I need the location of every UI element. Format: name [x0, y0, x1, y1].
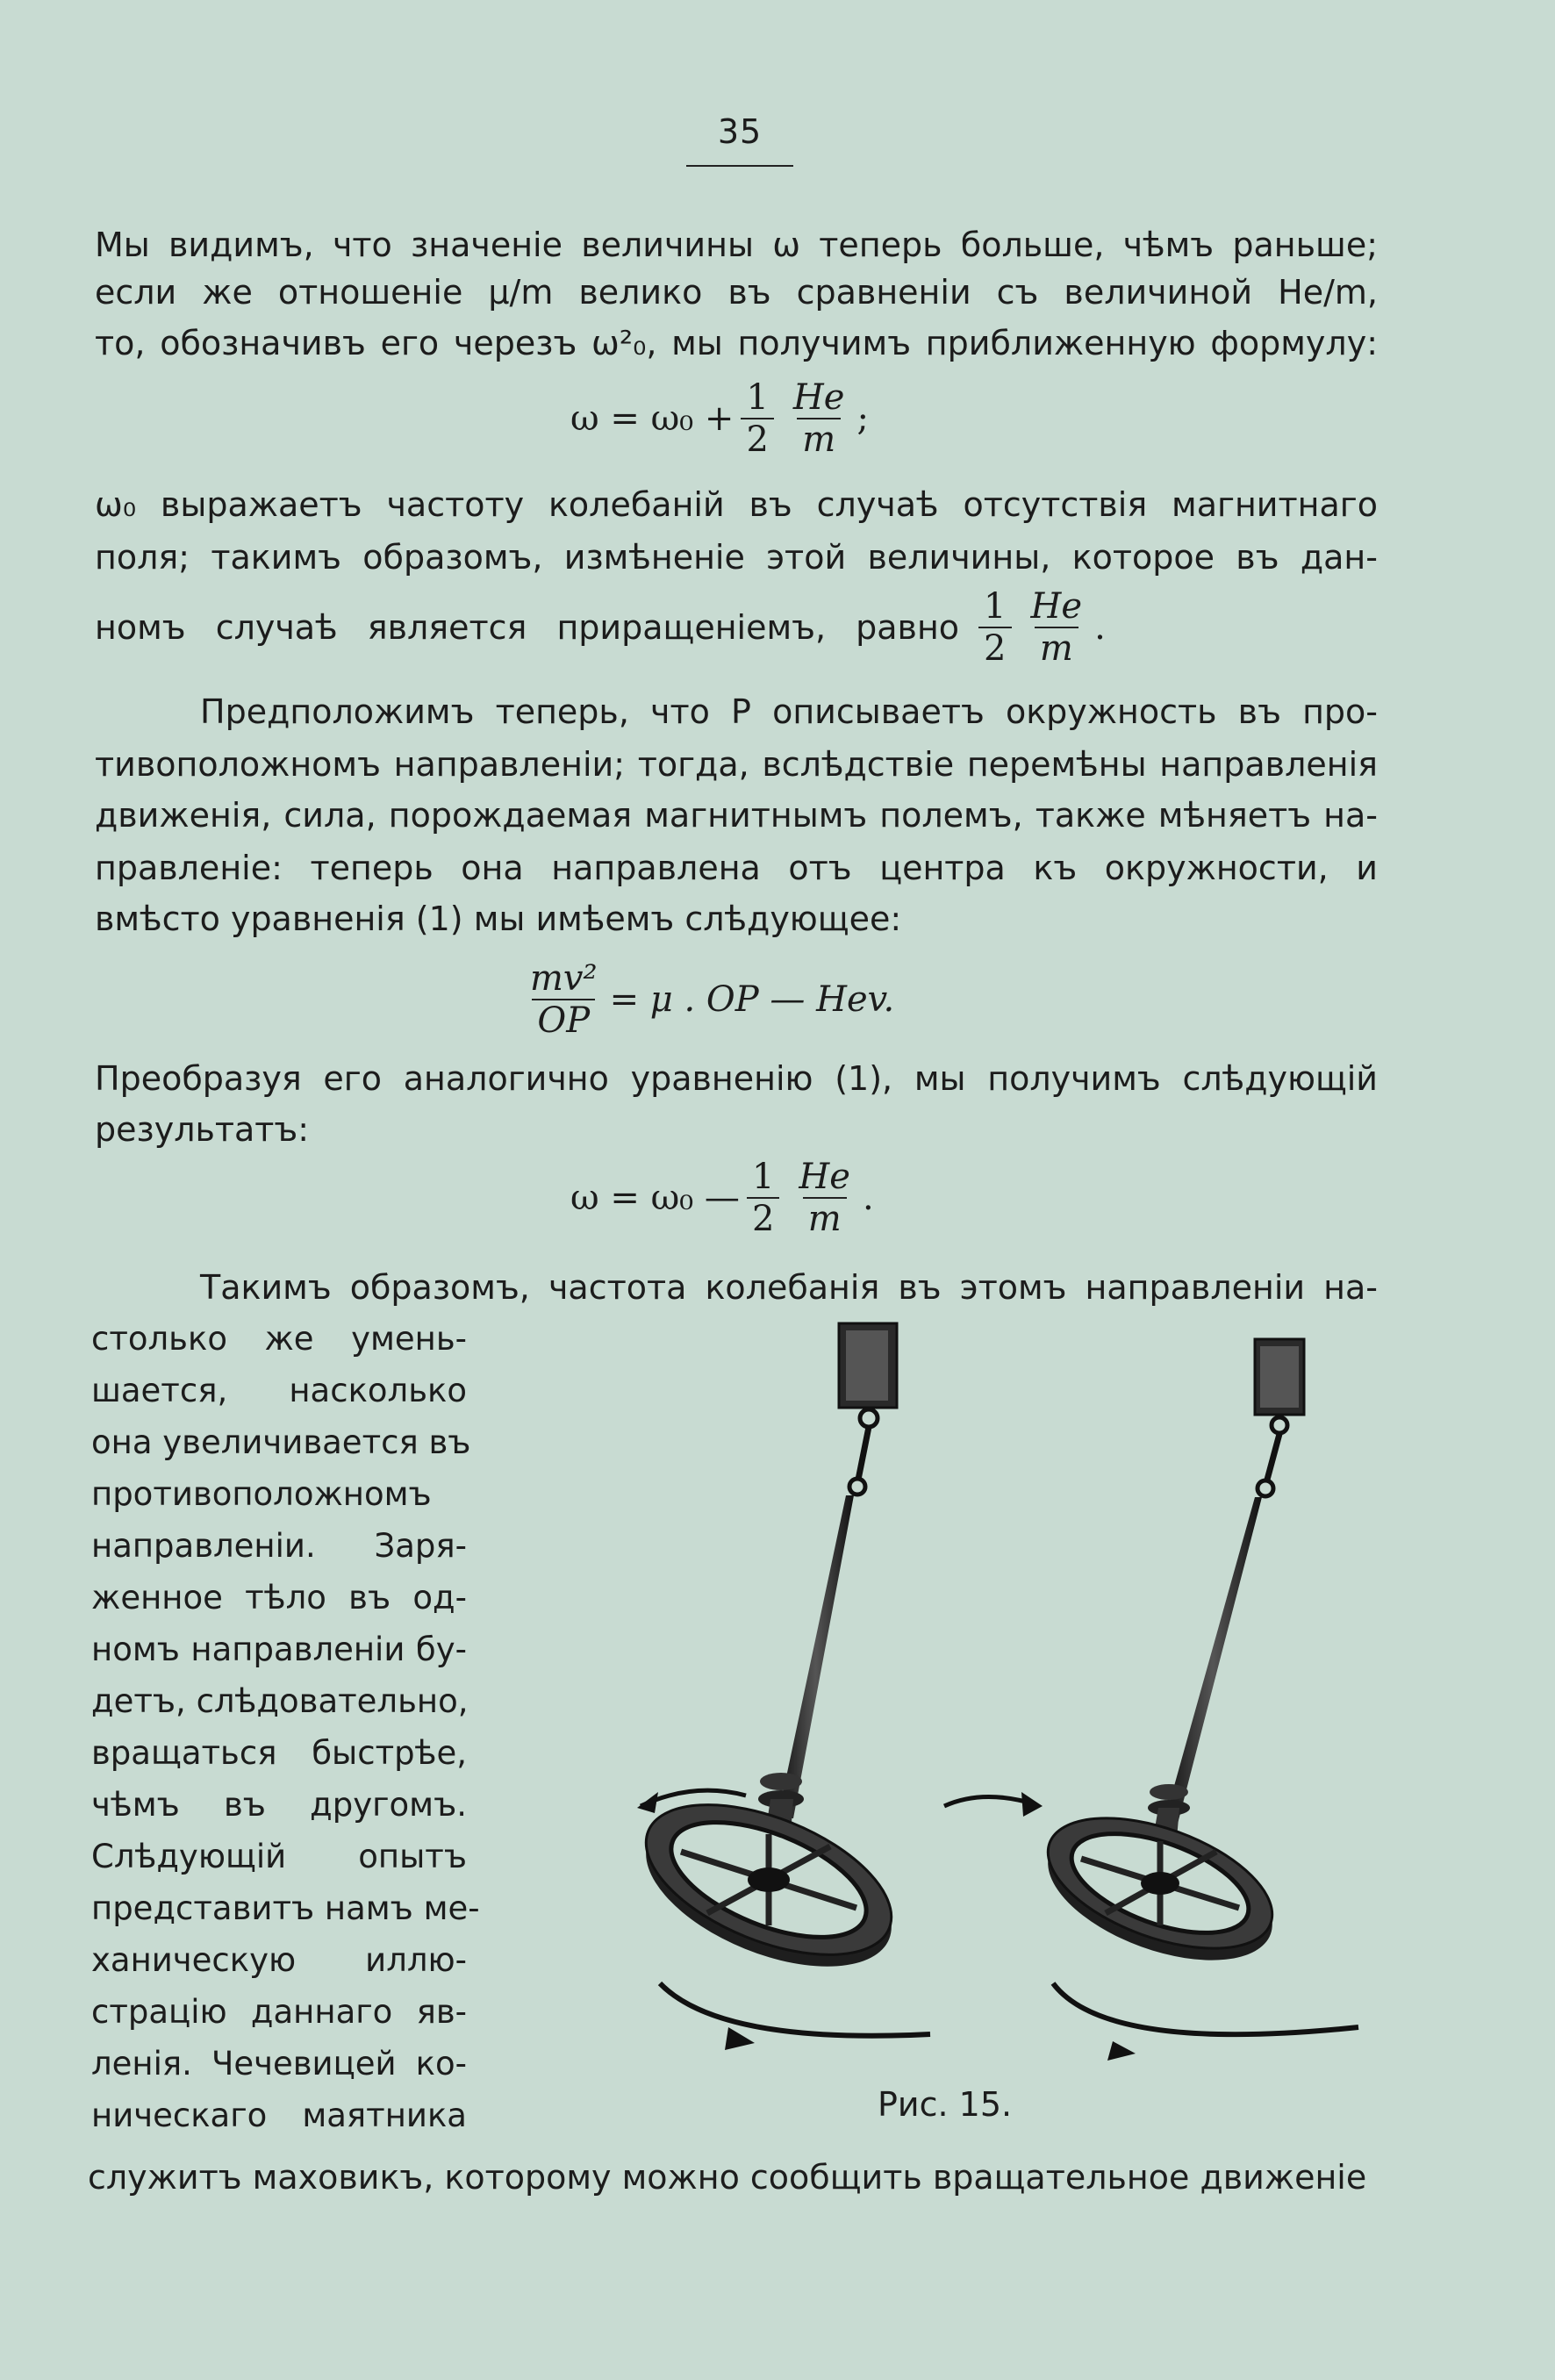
para3-line-3: движенія, сила, порождаемая магнитнымъ полемъ, также мѣняетъ на- [95, 796, 1378, 835]
frac-den: m [803, 1197, 847, 1239]
frac-den: m [797, 418, 841, 460]
formula-3 [570, 1157, 874, 1239]
formula-3-frac-he-m [793, 1157, 856, 1239]
side-line: Слѣдующій опытъ [91, 1838, 467, 1875]
formula-3-lhs: ω = ω₀ — [570, 1178, 740, 1218]
side-line: противоположномъ [91, 1475, 432, 1513]
para3-line-5: вмѣсто уравненія (1) мы имѣемъ слѣдующее: [95, 900, 902, 938]
formula-1-tail: ; [856, 398, 869, 439]
inline-frac-he-m [1026, 586, 1088, 669]
pendulum-left [625, 1323, 930, 2050]
para2-line-1: ω₀ выражаетъ частоту колебаній въ случаѣ отсутствія магнитнаго [95, 485, 1378, 524]
frac-num: He [1030, 586, 1083, 627]
formula-2-rhs: = μ . OP — Hev. [609, 979, 895, 1020]
flywheel [625, 1774, 913, 1998]
para1-line-3: то, обозначивъ его черезъ ω²₀, мы получимъ приближенную формулу: [95, 324, 1378, 362]
side-line: ленія. Чечевицей ко- [91, 2045, 467, 2082]
side-line: детъ, слѣдовательно, [91, 1682, 469, 1720]
side-line: страцію даннаго яв- [91, 1993, 467, 2031]
formula-3-tail: . [862, 1178, 874, 1218]
formula-2 [518, 958, 894, 1041]
frac-num: 1 [984, 586, 1007, 627]
frac-den: m [1035, 627, 1078, 669]
para3-line-1: Предположимъ теперь, что P описываетъ окружность въ про- [200, 692, 1378, 731]
frac-den: 2 [747, 1197, 779, 1239]
rotation-arrow-bottom [660, 1983, 930, 2036]
frac-num: 1 [751, 1157, 775, 1197]
inline-frac-half [978, 586, 1011, 669]
formula-1-frac-half [741, 377, 773, 460]
formula-1 [570, 377, 869, 460]
para2-line-2: поля; такимъ образомъ, измѣненіе этой величины, которое въ дан- [95, 538, 1378, 577]
para4-line-2: результатъ: [95, 1110, 310, 1149]
para3-line-4: правленіе: теперь она направлена отъ центра къ окружности, и [95, 849, 1378, 887]
side-line: представитъ намъ ме- [91, 1889, 480, 1927]
side-line: женное тѣло въ од- [91, 1579, 467, 1617]
frac-num: mv² [530, 958, 598, 999]
para5-line-1: Такимъ образомъ, частота колебанія въ этомъ направленіи на- [200, 1268, 1378, 1307]
formula-1-lhs: ω = ω₀ + [570, 398, 735, 439]
para1-line-2: если же отношеніе μ/m велико въ сравненіи съ величиной He/m, [95, 273, 1378, 312]
page-number: 35 [717, 112, 763, 151]
pendulum-rod [1164, 1497, 1262, 1824]
frac-den: 2 [978, 627, 1011, 669]
conical-pendulum-illustration [491, 1308, 1395, 2080]
last-line: служитъ маховикъ, которому можно сообщить вращательное движеніе [88, 2158, 1367, 2197]
para4-line-1: Преобразуя его аналогично уравненію (1), мы получимъ слѣдующій [95, 1059, 1378, 1098]
side-line: чѣмъ въ другомъ. [91, 1786, 467, 1824]
pendulum-right [944, 1339, 1358, 2061]
side-line: шается, насколько [91, 1372, 467, 1409]
inline-formula [971, 586, 1106, 669]
para2-line-3-container [95, 586, 1106, 669]
frac-num: He [799, 1157, 850, 1197]
page-number-rule [686, 165, 793, 167]
para3-line-2: тивоположномъ направленіи; тогда, вслѣдствіе перемѣны направленія [95, 745, 1378, 784]
frac-num: He [792, 377, 845, 418]
side-line: она увеличивается въ [91, 1423, 471, 1461]
side-line: столько же умень- [91, 1320, 467, 1358]
side-line: номъ направленіи бу- [91, 1631, 467, 1668]
frac-den: OP [532, 999, 595, 1041]
frac-den: 2 [741, 418, 773, 460]
side-line: ханическую иллю- [91, 1941, 467, 1979]
formula-3-frac-half [747, 1157, 779, 1239]
frac-num: 1 [746, 377, 769, 418]
para1-line-1: Мы видимъ, что значеніе величины ω теперь больше, чѣмъ раньше; [95, 226, 1378, 264]
rotation-arrow-bottom [1053, 1983, 1358, 2034]
side-line: ническаго маятника [91, 2097, 467, 2134]
side-line: вращаться быстрѣе, [91, 1734, 467, 1772]
pendulum-rod [778, 1495, 854, 1818]
formula-2-frac [525, 958, 603, 1041]
figure-caption: Рис. 15. [878, 2085, 1013, 2124]
rotation-arrow-top [944, 1796, 1035, 1806]
side-line: направленіи. Заря- [91, 1527, 467, 1565]
formula-1-frac-he-m [788, 377, 850, 460]
para2-line-3: номъ случаѣ является приращеніемъ, равно [95, 608, 960, 647]
inline-frac-tail: . [1094, 607, 1106, 648]
